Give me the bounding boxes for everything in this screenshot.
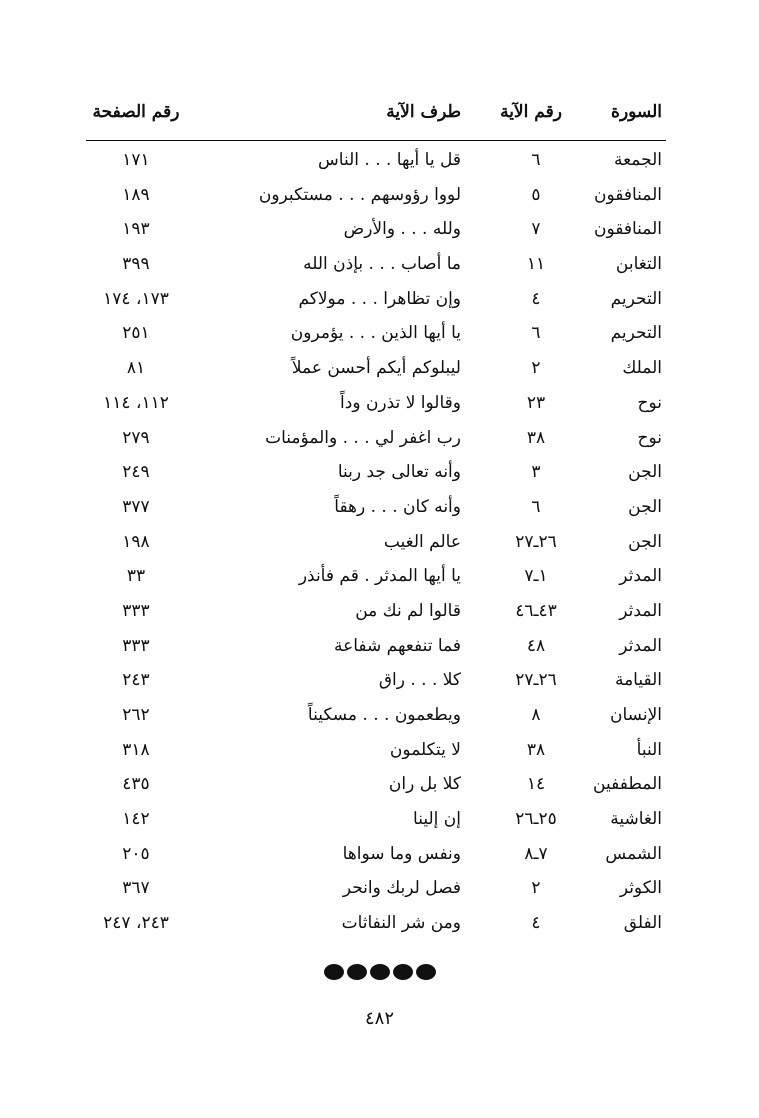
ayah-number-cell: ٤ <box>531 288 541 309</box>
surah-cell: الكوثر <box>619 878 662 899</box>
ornament-dots <box>0 964 759 984</box>
table-row <box>86 282 666 317</box>
table-row <box>86 837 666 872</box>
ayah-number-cell: ٢٥ـ٢٦ <box>515 809 557 830</box>
page-number-cell: ٣٩٩ <box>122 254 150 275</box>
page-number-cell: ٢٧٩ <box>122 427 150 448</box>
ornament-dot <box>370 964 390 980</box>
page-number-cell: ٣٣ <box>126 566 146 587</box>
page-number-cell: ٨١ <box>126 358 146 379</box>
surah-cell: القيامة <box>614 670 662 691</box>
table-row <box>86 178 666 213</box>
ayah-text-cell: قل يا أيها . . . الناس <box>318 150 461 170</box>
surah-cell: المدثر <box>619 600 662 621</box>
surah-cell: الجن <box>628 496 662 517</box>
table-row <box>86 386 666 421</box>
header-ayah-text: طرف الآية <box>386 102 461 122</box>
table-row <box>86 247 666 282</box>
ayah-text-cell: وقالوا لا تذرن وداً <box>340 392 461 413</box>
ayah-text-cell: يا أيها المدثر . قم فأنذر <box>298 566 461 587</box>
ayah-number-cell: ٧ <box>531 219 541 240</box>
surah-cell: الغاشية <box>610 809 662 830</box>
page-number-cell: ٣٧٧ <box>122 496 150 517</box>
page-number: ٤٨٢ <box>364 1008 394 1029</box>
page-number-cell: ١٨٩ <box>122 184 150 205</box>
surah-cell: الجن <box>628 462 662 483</box>
table-row <box>86 802 666 837</box>
table-row <box>86 212 666 247</box>
ayah-text-cell: ليبلوكم أيكم أحسن عملاً <box>291 358 461 379</box>
surah-cell: المنافقون <box>593 184 662 205</box>
surah-cell: الملك <box>622 358 662 379</box>
ayah-text-cell: وإن تظاهرا . . . مولاكم <box>298 288 461 309</box>
ornament-dot <box>416 964 436 980</box>
table-row <box>86 698 666 733</box>
ayah-number-cell: ٢ <box>531 878 541 899</box>
header-ayah-number: رقم الآية <box>500 102 562 122</box>
ayah-text-cell: ومن شر النفاثات <box>341 913 461 934</box>
index-table-body <box>86 143 666 941</box>
ayah-text-cell: قالوا لم نك من <box>355 600 461 621</box>
ayah-number-cell: ٥ <box>531 184 541 205</box>
page-number-cell: ٣٦٧ <box>122 878 150 899</box>
table-row <box>86 629 666 664</box>
ayah-number-cell: ٤ <box>531 913 541 934</box>
page-number-cell: ٢٦٢ <box>122 705 150 725</box>
table-row <box>86 351 666 386</box>
ayah-text-cell: فصل لربك وانحر <box>342 878 461 899</box>
surah-cell: النبأ <box>636 739 662 760</box>
surah-cell: المطففين <box>593 774 662 795</box>
ayah-text-cell: عالم الغيب <box>383 531 461 552</box>
header-page-number: رقم الصفحة <box>92 102 180 122</box>
page-number-cell: ٤٣٥ <box>122 774 150 795</box>
table-row <box>86 559 666 594</box>
ayah-text-cell: وأنه كان . . . رهقاً <box>334 496 461 517</box>
surah-cell: المدثر <box>619 566 662 587</box>
header-divider <box>86 140 666 141</box>
ayah-text-cell: إن إلينا <box>413 809 461 830</box>
page-number-cell: ٣٣٣ <box>122 600 150 621</box>
page-number-cell: ١١٢، ١١٤ <box>103 392 169 413</box>
page-number-cell: ١٧٣، ١٧٤ <box>103 288 169 309</box>
ayah-text-cell: لا يتكلمون <box>389 739 461 760</box>
header-row <box>86 92 666 132</box>
page-number-cell: ٢٠٥ <box>122 843 150 864</box>
table-row <box>86 594 666 629</box>
surah-cell: نوح <box>637 427 662 448</box>
ayah-number-cell: ٦ <box>531 150 541 170</box>
ayah-text-cell: رب اغفر لي . . . والمؤمنات <box>265 427 461 448</box>
surah-cell: التغابن <box>615 254 662 275</box>
ayah-text-cell: فما تنفعهم شفاعة <box>333 635 461 656</box>
table-row <box>86 733 666 768</box>
table-row <box>86 421 666 456</box>
ayah-text-cell: ونفس وما سواها <box>342 843 461 864</box>
page-number-cell: ٢٤٣، ٢٤٧ <box>103 913 169 934</box>
ayah-number-cell: ٢٦ـ٢٧ <box>515 670 557 691</box>
ayah-number-cell: ١٤ <box>526 774 546 795</box>
page-number-cell: ١٩٨ <box>122 531 150 552</box>
ayah-text-cell: كلا . . . راق <box>378 670 461 691</box>
index-table-header <box>86 92 666 132</box>
ayah-number-cell: ٢٣ <box>526 392 546 413</box>
table-row <box>86 871 666 906</box>
surah-cell: المدثر <box>619 635 662 656</box>
page-number-cell: ٣١٨ <box>122 739 150 760</box>
ayah-number-cell: ٣٨ <box>526 427 546 448</box>
surah-cell: الشمس <box>605 843 662 864</box>
surah-cell: التحريم <box>610 288 662 309</box>
surah-cell: الجن <box>628 531 662 552</box>
page-number-cell: ١٧١ <box>122 150 150 170</box>
table-row <box>86 525 666 560</box>
ayah-text-cell: ما أصاب . . . بإذن الله <box>303 254 461 275</box>
ayah-number-cell: ١١ <box>526 254 546 275</box>
surah-cell: المنافقون <box>593 219 662 240</box>
ayah-number-cell: ٤٨ <box>526 635 546 656</box>
ayah-number-cell: ٦ <box>531 323 541 344</box>
ayah-number-cell: ٣٨ <box>526 739 546 760</box>
ayah-number-cell: ٤٣ـ٤٦ <box>515 600 557 621</box>
page-number-cell: ٢٤٣ <box>122 670 150 691</box>
ornament-dot <box>393 964 413 980</box>
ayah-number-cell: ٦ <box>531 496 541 517</box>
ayah-number-cell: ٢٦ـ٢٧ <box>515 531 557 552</box>
page-number-cell: ١٩٣ <box>122 219 150 240</box>
ayah-text-cell: ويطعمون . . . مسكيناً <box>307 705 461 725</box>
surah-cell: نوح <box>637 392 662 413</box>
page-number-cell: ١٤٢ <box>122 809 150 830</box>
page-number-cell: ٣٣٣ <box>122 635 150 656</box>
ayah-text-cell: ولله . . . والأرض <box>343 219 461 240</box>
table-row <box>86 906 666 941</box>
ayah-number-cell: ١ـ٧ <box>524 566 548 587</box>
ayah-number-cell: ٢ <box>531 358 541 379</box>
surah-cell: الإنسان <box>610 705 662 725</box>
ayah-number-cell: ٣ <box>531 462 541 483</box>
page-number-cell: ٢٥١ <box>122 323 150 344</box>
ornament-dot <box>347 964 367 980</box>
ayah-text-cell: يا أيها الذين . . . يؤمرون <box>290 323 461 344</box>
page-number-cell: ٢٤٩ <box>122 462 150 483</box>
table-row <box>86 316 666 351</box>
table-row <box>86 143 666 178</box>
surah-cell: الجمعة <box>613 150 662 170</box>
ayah-text-cell: كلا بل ران <box>388 774 461 795</box>
table-row <box>86 490 666 525</box>
ayah-text-cell: وأنه تعالى جد ربنا <box>337 462 461 483</box>
surah-cell: التحريم <box>610 323 662 344</box>
surah-cell: الفلق <box>623 913 662 934</box>
table-row <box>86 455 666 490</box>
ayah-number-cell: ٧ـ٨ <box>524 843 548 864</box>
table-row <box>86 767 666 802</box>
header-surah: السورة <box>611 102 662 122</box>
table-row <box>86 663 666 698</box>
ornament-dot <box>324 964 344 980</box>
ayah-number-cell: ٨ <box>531 705 541 725</box>
ayah-text-cell: لووا رؤوسهم . . . مستكبرون <box>258 184 461 205</box>
